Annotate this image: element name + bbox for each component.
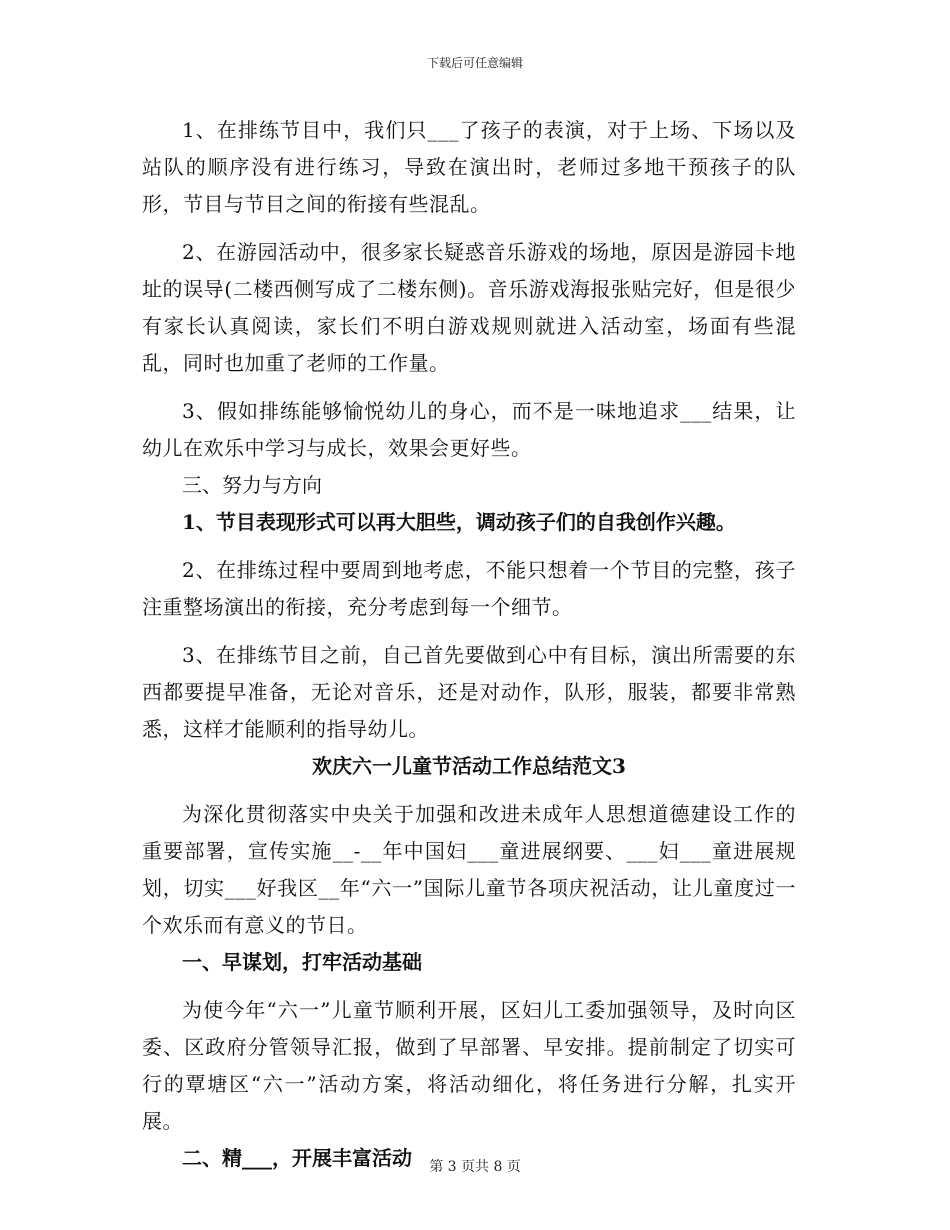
page-header: 下载后可任意编辑 [426,56,523,70]
article-title: 欢庆六一儿童节活动工作总结范文3 [312,754,626,778]
paragraph: 1、在排练节目中，我们只___了孩子的表演，对于上场、下场以及站队的顺序没有进行练习，导致在演出时，老师过多地干预孩子的队形，节目与节目之间的衔接有些混乱。 [142,118,796,216]
paragraph: 3、假如排练能够愉悦幼儿的身心，而不是一味地追求___结果，让幼儿在欢乐中学习与成长，效果会更好些。 [142,399,796,460]
section-heading: 三、努力与方向 [182,473,322,497]
paragraph: 为深化贯彻落实中央关于加强和改进未成年人思想道德建设工作的重要部署，宣传实施__-__年中国妇___童进展纲要、___妇___童进展规划，切实___好我区__年“六一”国际儿童节各项庆祝活动，让儿童度过一个欢乐而有意义的节日。 [142,802,796,937]
section-heading: 二、精___，开展丰富活动 [182,1146,412,1170]
bold-heading: 1、节目表现形式可以再大胆些，调动孩子们的自我创作兴趣。 [182,510,736,534]
section-heading: 一、早谋划，打牢活动基础 [182,950,422,974]
paragraph: 2、在游园活动中，很多家长疑惑音乐游戏的场地，原因是游园卡地址的误导(二楼西侧写成了二楼东侧)。音乐游戏海报张贴完好，但是很少有家长认真阅读，家长们不明白游戏规则就进入活动室，场面有些混乱，同时也加重了老师的工作量。 [142,240,796,375]
page-footer: 第 3 页共 8 页 [429,1159,521,1175]
document-body [142,112,796,1177]
paragraph: 3、在排练节目之前，自己首先要做到心中有目标，演出所需要的东西都要提早准备，无论对音乐，还是对动作，队形，服装，都要非常熟悉，这样才能顺利的指导幼儿。 [142,643,796,741]
paragraph: 为使今年“六一”儿童节顺利开展，区妇儿工委加强领导，及时向区委、区政府分管领导汇报，做到了早部署、早安排。提前制定了切实可行的覃塘区“六一”活动方案，将活动细化，将任务进行分解，扎实开展。 [142,998,796,1133]
paragraph: 2、在排练过程中要周到地考虑，不能只想着一个节目的完整，孩子注重整场演出的衔接，充分考虑到每一个细节。 [142,558,796,619]
